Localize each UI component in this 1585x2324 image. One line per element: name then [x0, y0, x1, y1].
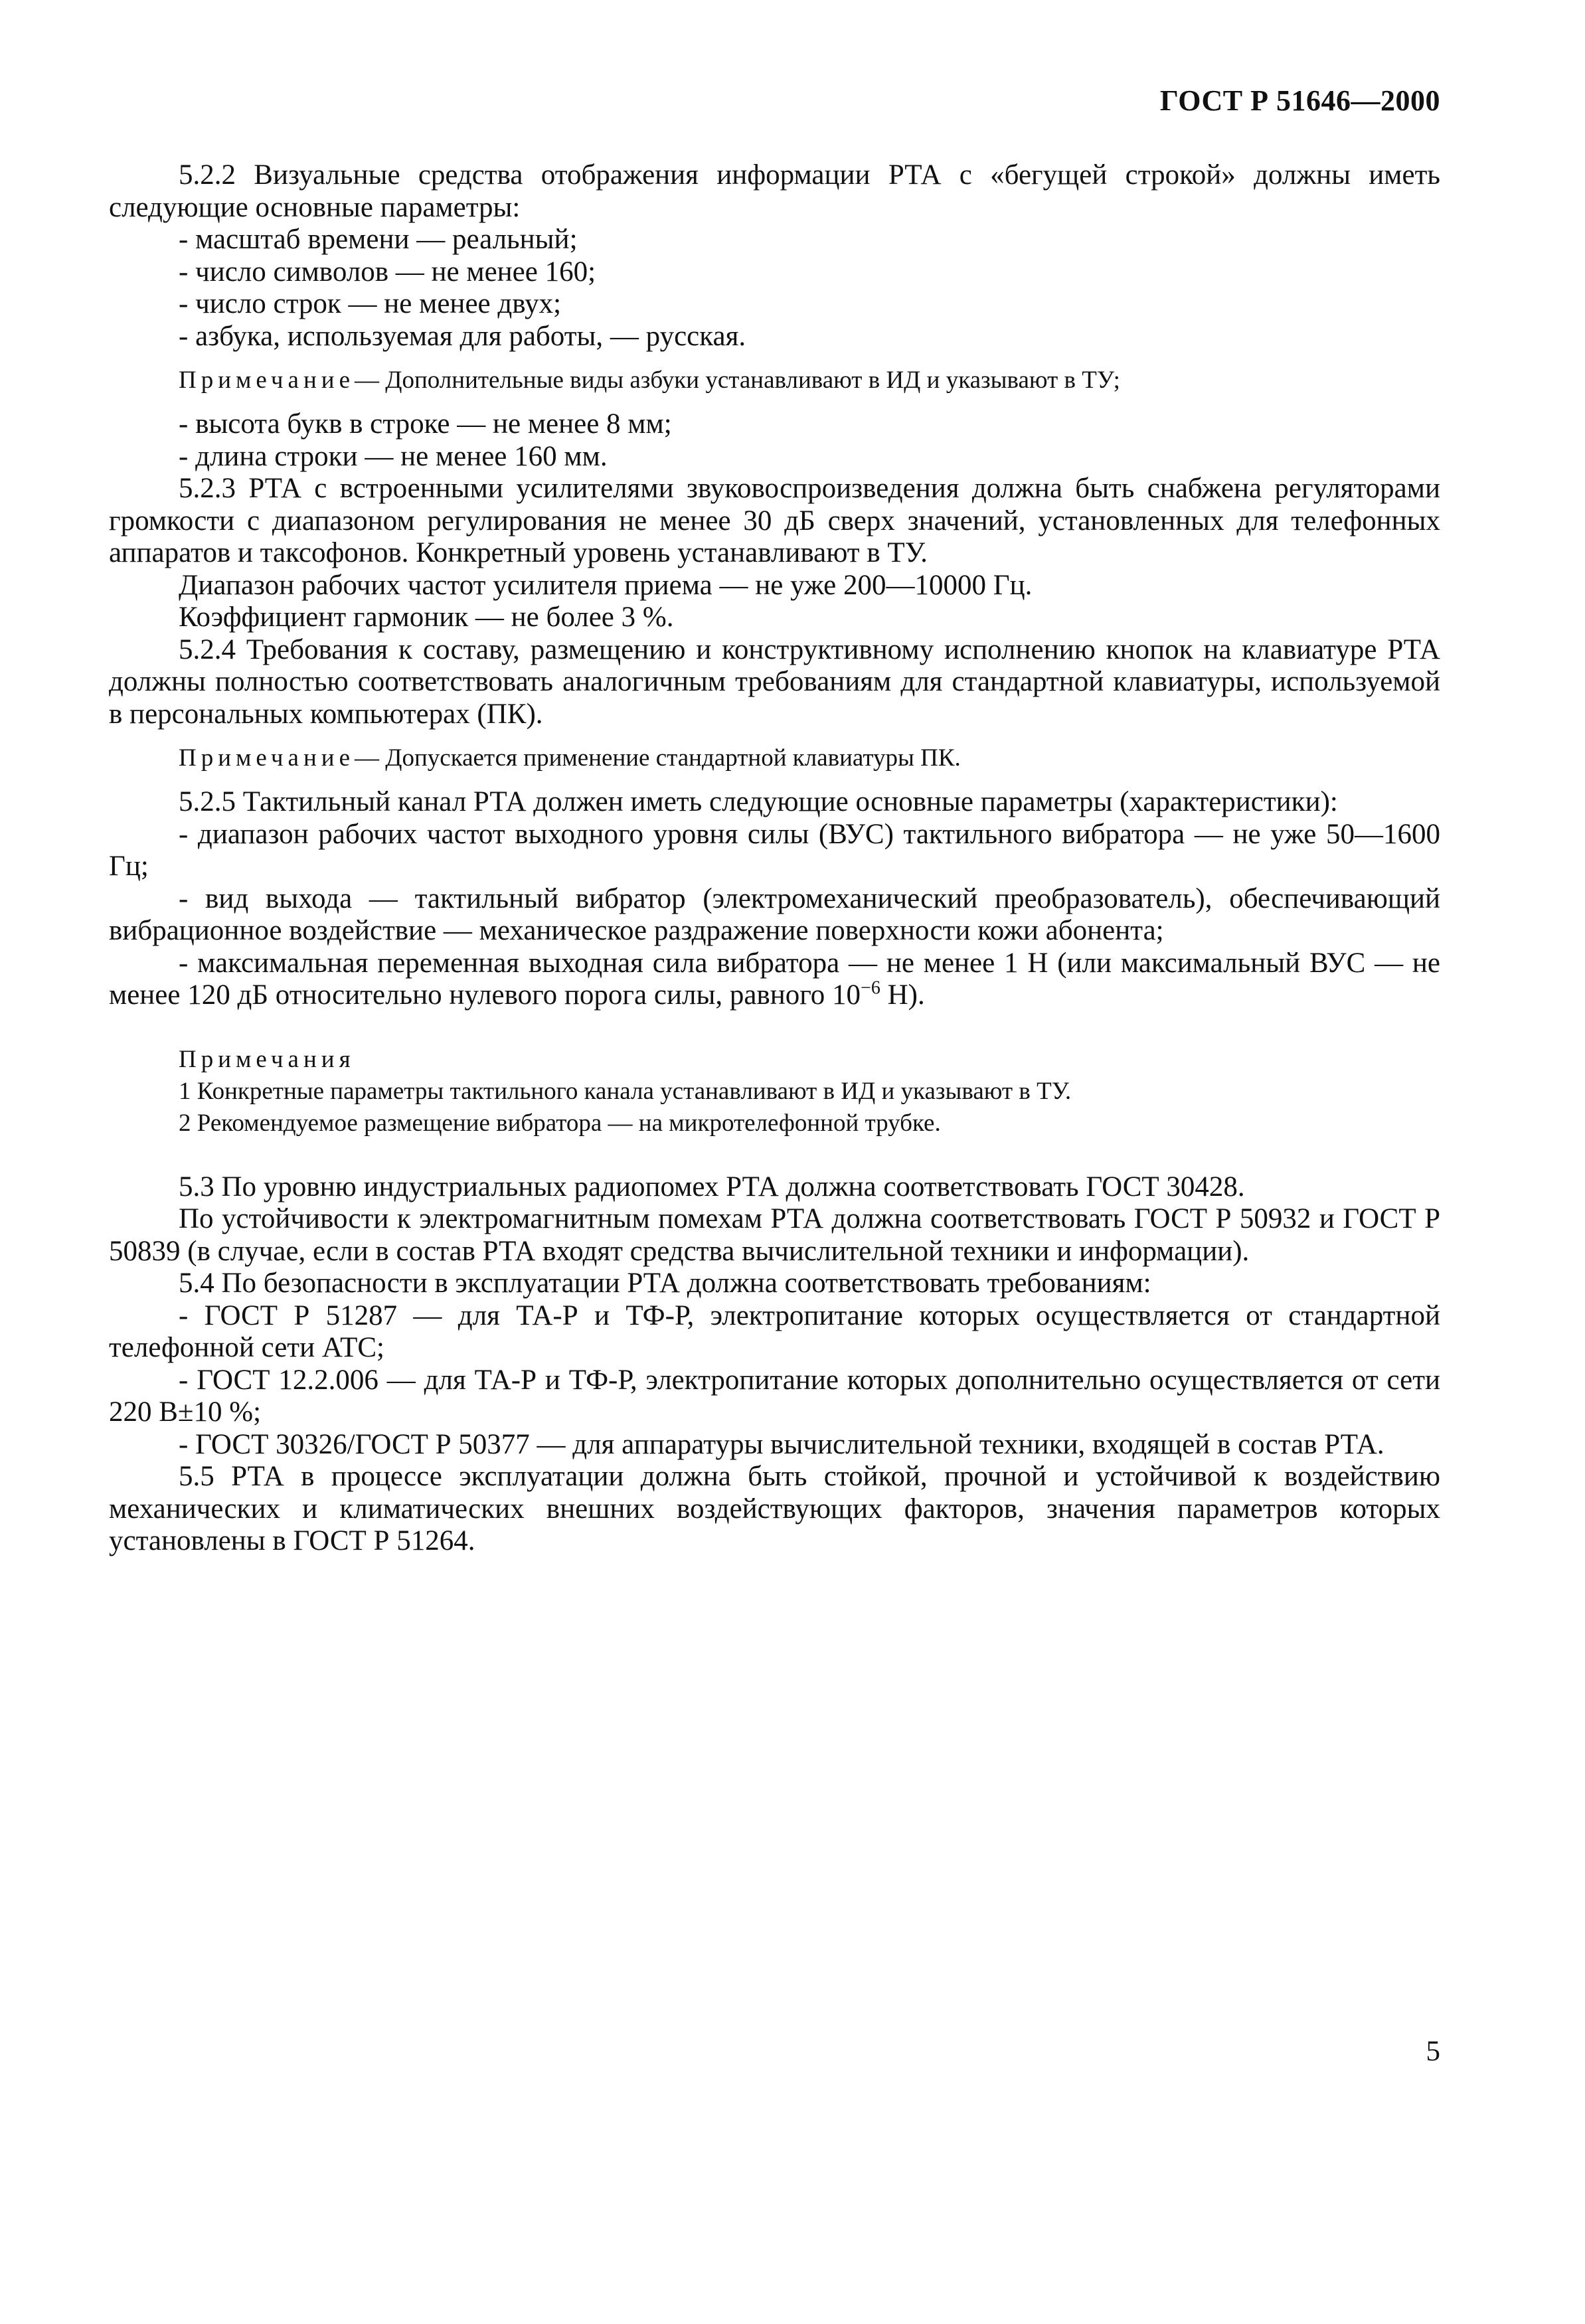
list-item: - азбука, используемая для работы, — русская. — [179, 320, 746, 352]
list-item: - число символов — не менее 160; — [179, 256, 596, 288]
list-item: - высота букв в строке — не менее 8 мм; — [179, 408, 672, 440]
list-item: - число строк — не менее двух; — [179, 288, 562, 319]
paragraph-line: По устойчивости к электромагнитным помехам РТА должна соответствовать ГОСТ Р 50932 и ГОСТ Р 50839 (в случае, если в состав РТА входят средства вычислительной техники и информации). — [109, 1203, 1440, 1267]
note-text: — Допускается применение стандартной клавиатуры ПК. — [355, 744, 961, 772]
note-2 — [109, 742, 1440, 774]
list-item: - ГОСТ Р 51287 — для ТА-Р и ТФ-Р, электропитание которых осуществляется от стандартной телефонной сети АТС; — [109, 1299, 1440, 1363]
paragraph-line: Диапазон рабочих частот усилителя приема — не уже 200—10000 Гц. — [179, 569, 1033, 601]
paragraph-5-4: 5.4 По безопасности в эксплуатации РТА должна соответствовать требованиям: — [179, 1268, 1151, 1299]
list-item: - вид выхода — тактильный вибратор (электромеханический преобразователь), обеспечивающий вибрационное воздействие — механическое раздражение поверхности кожи абонента; — [109, 882, 1440, 946]
note-item: 1 Конкретные параметры тактильного канала устанавливают в ИД и указывают в ТУ. — [179, 1077, 1072, 1105]
paragraph-line: Коэффициент гармоник — не более 3 %. — [179, 602, 674, 633]
text-fragment: Н). — [880, 979, 925, 1011]
paragraph-5-5: 5.5 РТА в процессе эксплуатации должна быть стойкой, прочной и устойчивой к воздействию механических и климатических внешних воздействующих факторов, значения параметров которых установлены в ГОСТ Р 51264. — [109, 1461, 1440, 1556]
list-item: - ГОСТ 30326/ГОСТ Р 50377 — для аппаратуры вычислительной техники, входящей в состав РТА. — [179, 1428, 1384, 1460]
list-item-vibrator-force — [109, 948, 1440, 1012]
document-body — [109, 159, 1440, 1558]
note-label: Примечание — [179, 744, 355, 772]
paragraph-5-2-3: 5.2.3 РТА с встроенными усилителями звуковоспроизведения должна быть снабжена регуляторами громкости с диапазоном регулирования не менее 30 дБ сверх значений, установленных для телефонных аппаратов и таксофонов. Конкретный уровень устанавливают в ТУ. — [109, 473, 1440, 568]
page-number: 5 — [1426, 2036, 1440, 2067]
notes-title — [109, 1044, 1440, 1076]
note-label: Примечания — [179, 1045, 355, 1073]
text-fragment: - максимальная переменная выходная сила вибратора — не менее 1 Н (или максимальный ВУС — не менее 120 дБ относительно нулевого порога силы, равного 10 — [109, 947, 1440, 1011]
document-header: ГОСТ Р 51646—2000 — [1159, 84, 1440, 117]
exponent: −6 — [861, 977, 880, 999]
note-label: Примечание — [179, 367, 355, 394]
list-item: - диапазон рабочих частот выходного уровня силы (ВУС) тактильного вибратора — не уже 50—1600 Гц; — [109, 818, 1440, 882]
paragraph-5-2-5: 5.2.5 Тактильный канал РТА должен иметь следующие основные параметры (характеристики): — [179, 786, 1338, 817]
paragraph-5-2-2: 5.2.2 Визуальные средства отображения информации РТА с «бегущей строкой» должны иметь следующие основные параметры: — [109, 159, 1440, 223]
paragraph-5-2-4: 5.2.4 Требования к составу, размещению и конструктивному исполнению кнопок на клавиатуре РТА должны полностью соответствовать аналогичным требованиям для стандартной клавиатуры, используемой в персональных компьютерах (ПК). — [109, 633, 1440, 730]
list-item: - масштаб времени — реальный; — [179, 224, 578, 255]
list-item: - длина строки — не менее 160 мм. — [179, 440, 608, 472]
paragraph-5-3: 5.3 По уровню индустриальных радиопомех РТА должна соответствовать ГОСТ 30428. — [179, 1171, 1245, 1203]
note-item: 2 Рекомендуемое размещение вибратора — на микротелефонной трубке. — [179, 1109, 941, 1137]
note-1 — [109, 365, 1440, 396]
list-item: - ГОСТ 12.2.006 — для ТА-Р и ТФ-Р, электропитание которых дополнительно осуществляется от сети 220 В±10 %; — [109, 1364, 1440, 1428]
note-text: — Дополнительные виды азбуки устанавливают в ИД и указывают в ТУ; — [355, 367, 1120, 394]
